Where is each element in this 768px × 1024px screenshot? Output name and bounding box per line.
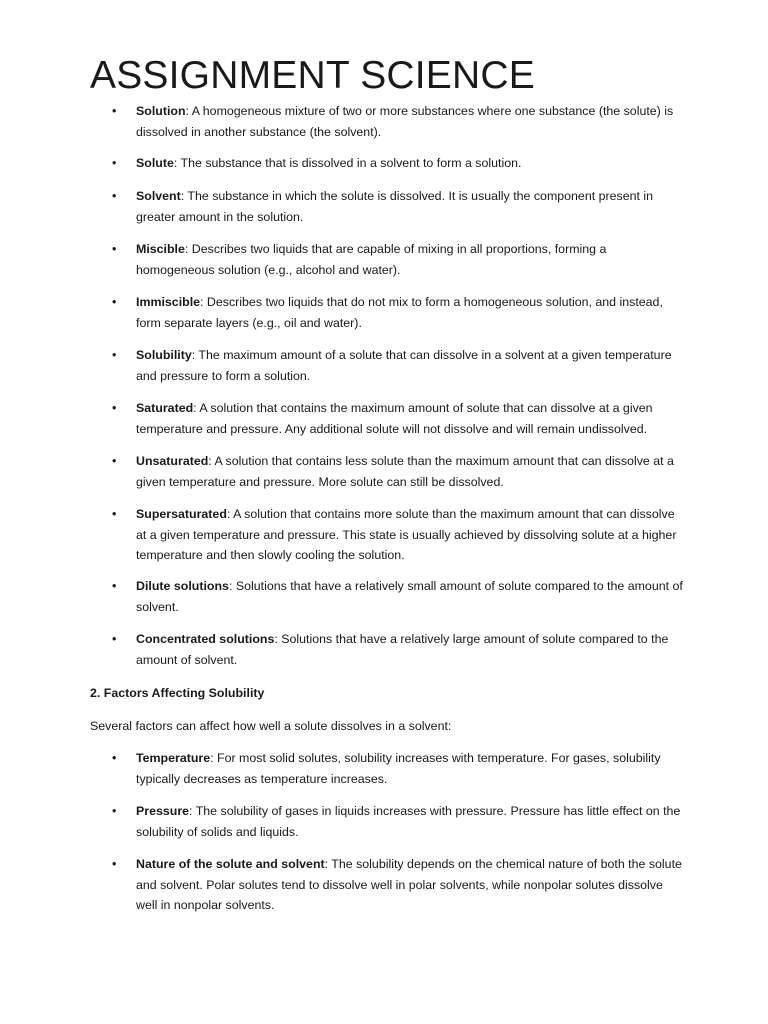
term: Solubility (136, 348, 192, 362)
term: Nature of the solute and solvent (136, 857, 325, 871)
definition: : The maximum amount of a solute that can dissolve in a solvent at a given temperature and pressure to form a solution. (136, 348, 672, 383)
bullet-icon: • (112, 348, 117, 362)
term: Solvent (136, 189, 181, 203)
list-item-text (136, 451, 684, 492)
definition: : The solubility depends on the chemical nature of both the solute and solvent. Polar solutes tend to dissolve well in polar solvents, while nonpolar solutes dissolve well in nonpolar solvents. (136, 857, 682, 912)
bullet-icon: • (112, 632, 117, 646)
term: Solution (136, 104, 186, 118)
list-item-text (136, 504, 684, 566)
list-item-text (136, 101, 684, 142)
definition: : A homogeneous mixture of two or more substances where one substance (the solute) is dissolved in another substance (the solvent). (136, 104, 674, 139)
definition: : The substance in which the solute is dissolved. It is usually the component present in greater amount in the solution. (136, 189, 654, 224)
bullet-icon: • (112, 156, 117, 170)
bullet-icon: • (112, 295, 117, 309)
definition: : Solutions that have a relatively small amount of solute compared to the amount of solvent. (136, 579, 683, 614)
section-intro: Several factors can affect how well a solute dissolves in a solvent: (90, 719, 452, 733)
document-title: ASSIGNMENT SCIENCE (90, 54, 535, 97)
bullet-icon: • (112, 454, 117, 468)
list-item-text (136, 186, 684, 227)
definition: : The solubility of gases in liquids increases with pressure. Pressure has little effect on the solubility of solids and liquids. (136, 804, 681, 839)
list-item-text (136, 748, 684, 789)
bullet-icon: • (112, 579, 117, 593)
term: Pressure (136, 804, 190, 818)
term: Temperature (136, 751, 211, 765)
list-item-text (136, 629, 684, 670)
list-item-text (136, 398, 684, 439)
definition: : A solution that contains less solute than the maximum amount that can dissolve at a given temperature and pressure. More solute can still be dissolved. (136, 454, 674, 489)
definition: : Describes two liquids that do not mix to form a homogeneous solution, and instead, form separate layers (e.g., oil and water). (136, 295, 663, 330)
bullet-icon: • (112, 104, 117, 118)
definition: : For most solid solutes, solubility increases with temperature. For gases, solubility typically decreases as temperature increases. (136, 751, 661, 786)
section-heading: 2. Factors Affecting Solubility (90, 686, 265, 700)
term: Miscible (136, 242, 185, 256)
list-item-text (136, 576, 684, 617)
bullet-icon: • (112, 507, 117, 521)
definition: : Describes two liquids that are capable of mixing in all proportions, forming a homogeneous solution (e.g., alcohol and water). (136, 242, 607, 277)
term: Immiscible (136, 295, 201, 309)
bullet-icon: • (112, 189, 117, 203)
term: Supersaturated (136, 507, 227, 521)
definition: : A solution that contains the maximum amount of solute that can dissolve at a given temperature and pressure. Any additional solute will not dissolve and will remain undissolved. (136, 401, 653, 436)
list-item-text (136, 292, 684, 333)
definition: : Solutions that have a relatively large amount of solute compared to the amount of solvent. (136, 632, 669, 667)
term: Dilute solutions (136, 579, 229, 593)
list-item-text (136, 153, 684, 174)
term: Solute (136, 156, 174, 170)
definition: : The substance that is dissolved in a solvent to form a solution. (173, 156, 522, 170)
term: Saturated (136, 401, 194, 415)
bullet-icon: • (112, 804, 117, 818)
list-item-text (136, 801, 684, 842)
bullet-icon: • (112, 242, 117, 256)
bullet-icon: • (112, 857, 117, 871)
bullet-icon: • (112, 401, 117, 415)
term: Concentrated solutions (136, 632, 275, 646)
bullet-icon: • (112, 751, 117, 765)
list-item-text (136, 239, 684, 280)
list-item-text (136, 854, 684, 916)
list-item-text (136, 345, 684, 386)
term: Unsaturated (136, 454, 209, 468)
definition: : A solution that contains more solute than the maximum amount that can dissolve at a given temperature and pressure. This state is usually achieved by dissolving solute at a higher temperature and then slowly cooling the solution. (136, 507, 677, 562)
